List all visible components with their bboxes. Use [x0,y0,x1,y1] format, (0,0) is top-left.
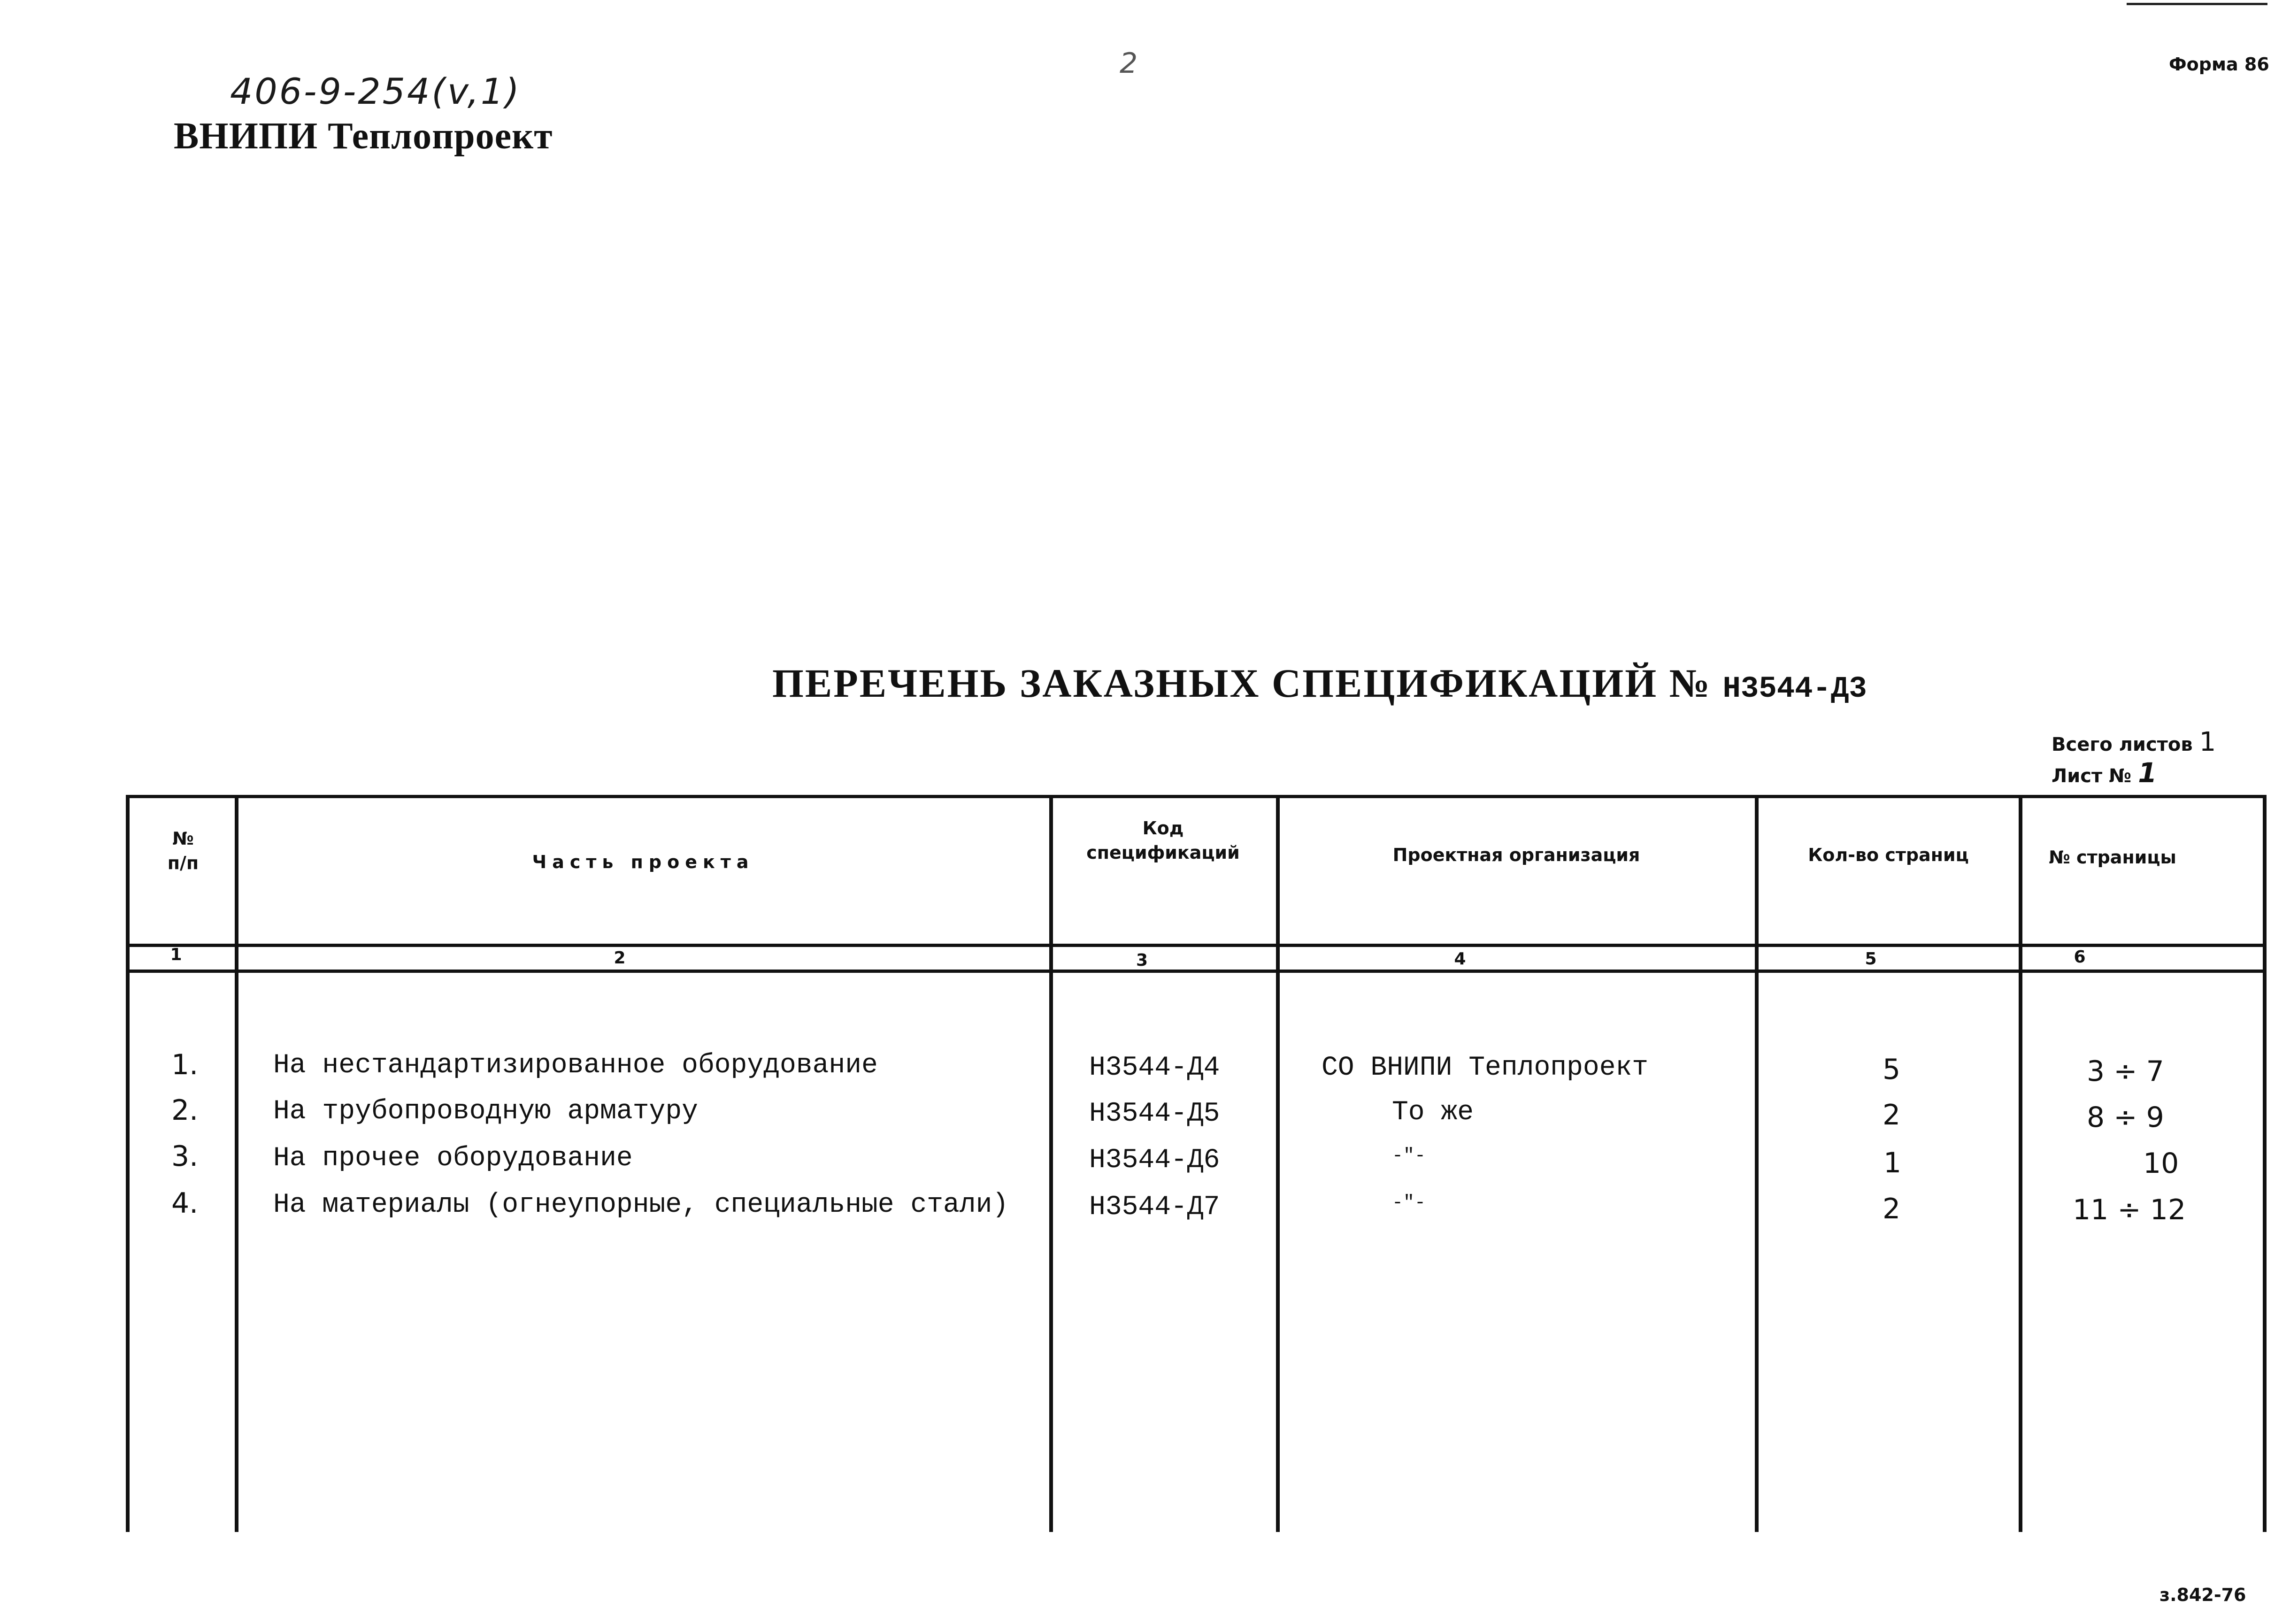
form-label: Форма 86 [2169,54,2269,75]
row-page-numbers: 8 ÷ 9 [2087,1101,2164,1134]
table-col-border-5 [2019,795,2022,1532]
row-page-count: 1 [1883,1147,1902,1179]
column-number: 4 [1454,949,1466,969]
row-page-count: 5 [1883,1053,1901,1086]
table-col-border-0 [126,795,130,1532]
header-project-part: Часть проекта [532,852,754,872]
row-project-part: На материалы (огнеупорные, специальные стали) [273,1190,1009,1220]
sheet-number-label: Лист № [2052,765,2132,787]
table-col-border-4 [1755,795,1759,1532]
table-top-border [129,795,2265,798]
row-page-count: 2 [1883,1099,1901,1131]
row-number: 1. [171,1048,199,1081]
document-title-code: Н3544-Д3 [1722,672,1867,706]
row-project-part: На нестандартизированное оборудование [273,1050,878,1081]
row-page-numbers: 10 [2143,1147,2179,1180]
row-design-org: То же [1392,1097,1474,1128]
row-page-count: 2 [1883,1193,1901,1225]
total-sheets-label: Всего листов [2052,734,2193,755]
table-header-divider [129,944,2265,947]
header-number: № п/п [167,828,199,873]
column-number: 1 [170,945,182,964]
row-design-org: -"- [1392,1146,1426,1167]
row-spec-code: Н3544-Д7 [1089,1192,1220,1223]
row-number: 3. [171,1140,199,1173]
row-spec-code: Н3544-Д5 [1089,1099,1220,1129]
table-col-border-3 [1276,795,1280,1532]
row-number: 4. [171,1187,199,1220]
table-colnum-divider [129,970,2265,973]
page-mark: 2 [1120,47,1138,80]
row-spec-code: Н3544-Д4 [1089,1053,1220,1083]
document-title-text: ПЕРЕЧЕНЬ ЗАКАЗНЫХ СПЕЦИФИКАЦИЙ № [772,661,1712,706]
table-col-border-6 [2263,795,2267,1532]
header-page-numbers: № страницы [2049,847,2176,868]
handwritten-code: 406-9-254(v,1) [230,70,521,112]
column-number: 3 [1136,951,1148,970]
row-page-numbers: 11 ÷ 12 [2073,1193,2186,1226]
top-edge-line [2127,3,2267,5]
total-sheets [2052,727,2216,757]
total-sheets-value: 1 [2199,727,2216,757]
row-project-part: На прочее оборудование [273,1143,633,1174]
sheet-number-value: 1 [2138,757,2157,789]
row-design-org: СО ВНИПИ Теплопроект [1322,1053,1649,1083]
table-col-border-1 [235,795,238,1532]
column-number: 2 [614,948,626,968]
header-page-count: Кол-во страниц [1808,845,1969,865]
row-project-part: На трубопроводную арматуру [273,1096,698,1127]
organization-name: ВНИПИ Теплопроект [174,115,553,157]
row-page-numbers: 3 ÷ 7 [2087,1055,2164,1088]
header-spec-code: Код спецификаций [1086,818,1240,863]
table-col-border-2 [1049,795,1053,1532]
document-title [772,660,1867,707]
row-design-org: -"- [1392,1193,1426,1214]
row-spec-code: Н3544-Д6 [1089,1145,1220,1176]
header-design-org: Проектная организация [1392,845,1640,865]
footer-code: з.842-76 [2159,1585,2246,1605]
column-number: 6 [2074,947,2086,967]
sheet-number [2052,757,2157,789]
row-number: 2. [171,1094,199,1127]
column-number: 5 [1865,949,1877,969]
